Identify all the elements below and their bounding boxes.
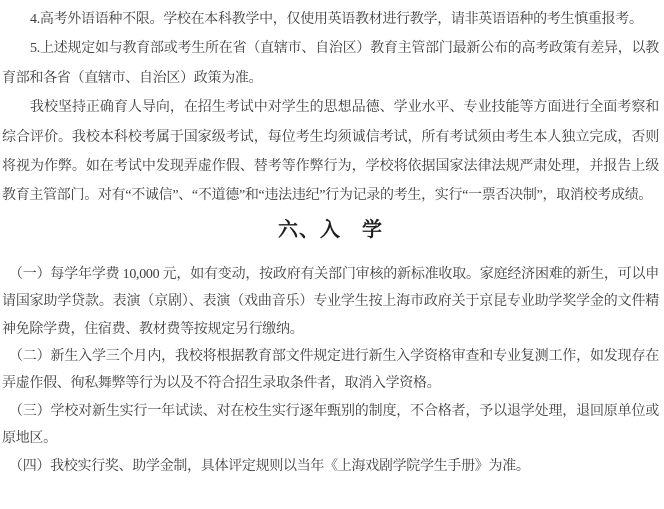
enrollment-item-3-trial-study: （三）学校对新生实行一年试读、对在校生实行逐年甄别的制度，不合格者，予以退学处理，退回原单位或原地区。 <box>2 403 659 447</box>
enrollment-item-2-qualification-review: （二）新生入学三个月内，我校将根据教育部文件规定进行新生入学资格审查和专业复测工作，如发现存在弄虚作假、徇私舞弊等行为以及不符合招生录取条件者，取消入学资格。 <box>2 349 659 392</box>
enrollment-item-4-scholarship: （四）我校实行奖、助学金制，具体评定规则以当年《上海戏剧学院学生手册》为准。 <box>9 458 530 474</box>
enrollment-item-1-tuition: （一）每学年学费 10,000 元，如有变动，按政府有关部门审核的新标准收取。家庭经济困难的新生，可以申请国家助学贷款。表演（京剧）、表演（戏曲音乐）专业学生按上海市政府关于京昆专业助学奖学金的文件精神免除学费，住宿费、教材费等按规定另行缴纳。 <box>2 266 659 337</box>
paragraph-exam-integrity: 我校坚持正确育人导向，在招生考试中对学生的思想品德、学业水平、专业技能等方面进行全面考察和综合评价。我校本科校考属于国家级考试，每位考生均须诚信考试，所有考试须由考生本人独立完成，否则将视为作弊。如在考试中发现弄虚作假、替考等作弊行为，学校将依据国家法律法规严肃处理，并报告上级教育主管部门。对有“不诚信”、“不道德”和“违法违纪”行为记录的考生，实行“一票否决制”，取消校考成绩。 <box>2 100 659 204</box>
paragraph-rule-4: 4.高考外语语种不限。学校在本科教学中，仅使用英语教材进行教学，请非英语语种的考生慎重报考。 <box>30 12 643 27</box>
paragraph-rule-5: 5.上述规定如与教育部或考生所在省（直辖市、自治区）教育主管部门最新公布的高考政策有差异，以教育部和各省（直辖市、自治区）政策为准。 <box>2 41 659 86</box>
section-heading-enrollment: 六、入 学 <box>278 218 383 241</box>
